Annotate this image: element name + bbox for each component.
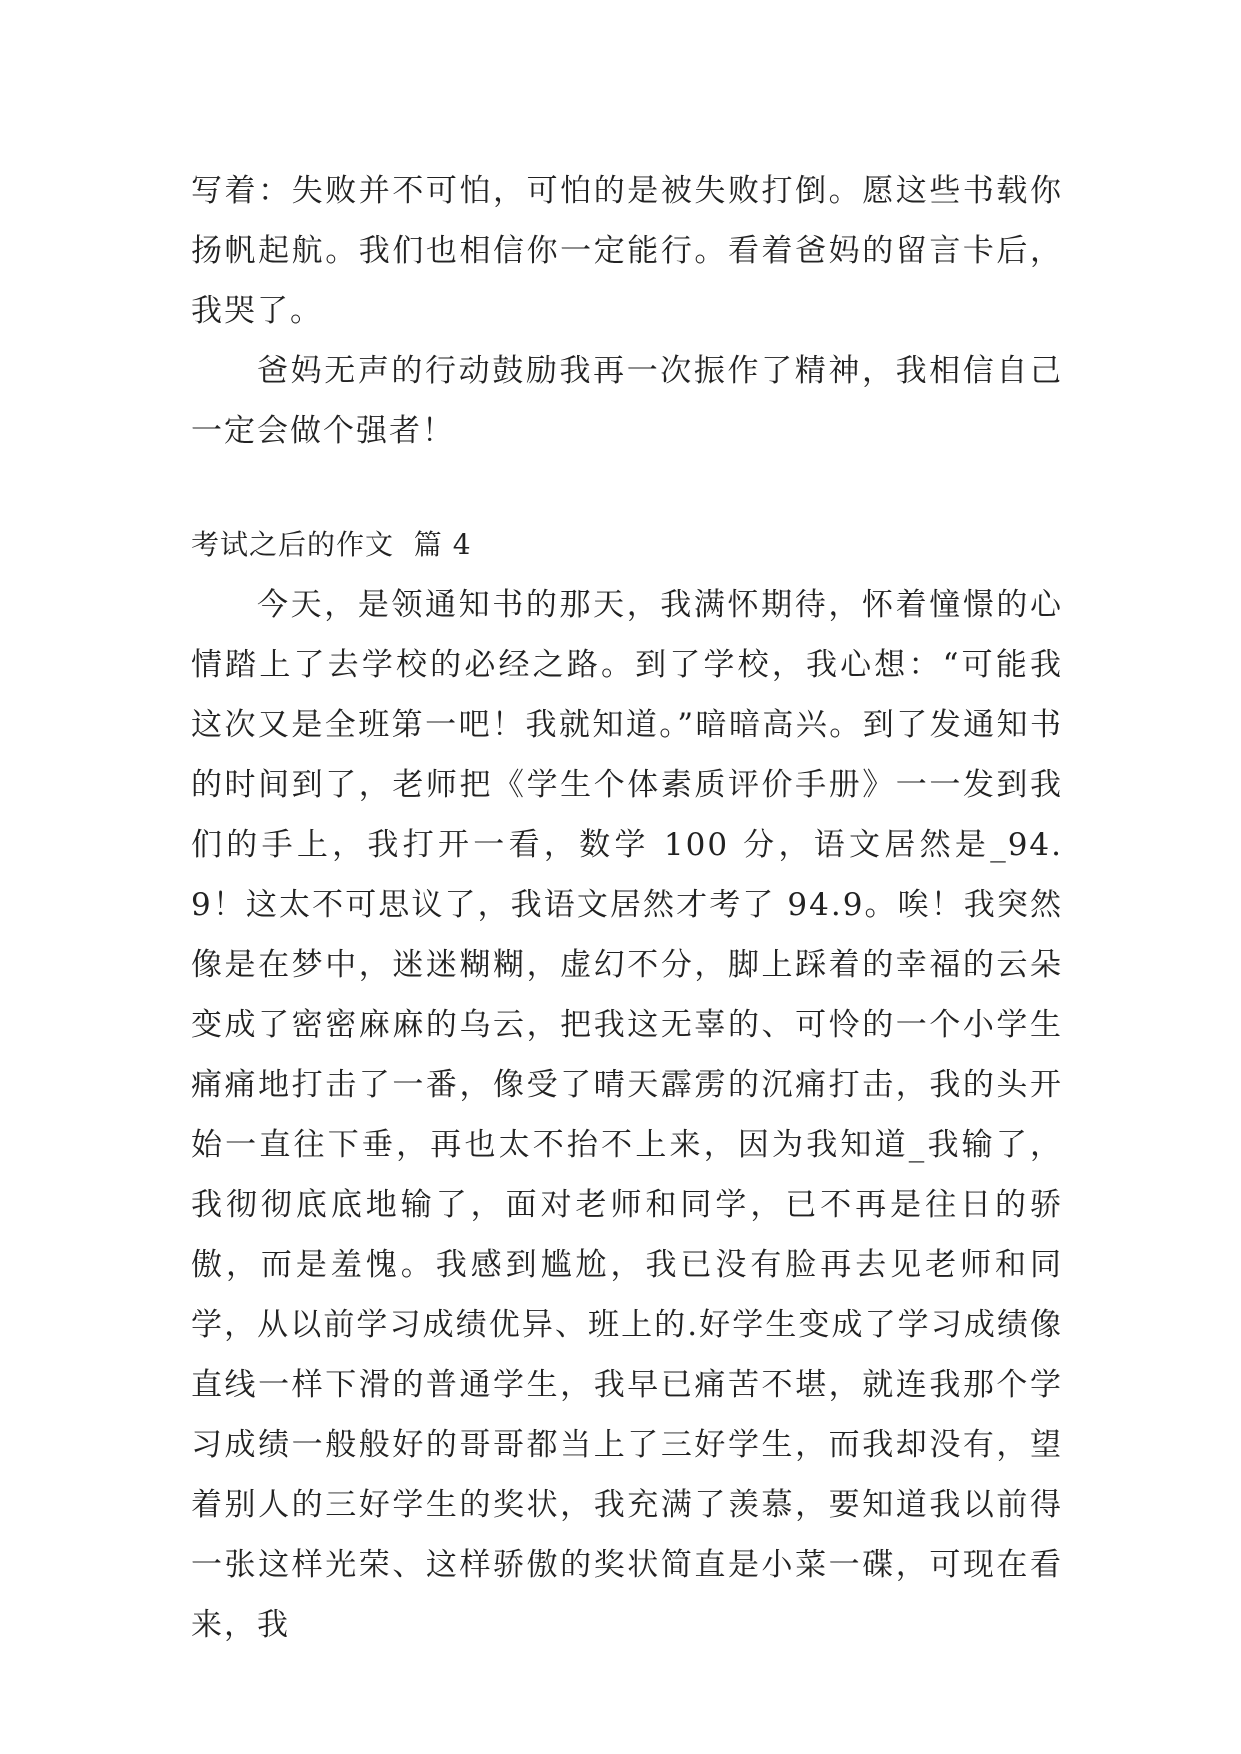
section-spacer	[191, 461, 1063, 515]
document-body	[191, 161, 1063, 1655]
paragraph-continued: 写着：失败并不可怕，可怕的是被失败打倒。愿这些书载你扬帆起航。我们也相信你一定能行。看着爸妈的留言卡后，我哭了。	[191, 173, 1063, 329]
paragraph-encouragement: 爸妈无声的行动鼓励我再一次振作了精神，我相信自己一定会做个强者！	[191, 353, 1063, 449]
paragraph-section-4: 今天，是领通知书的那天，我满怀期待，怀着憧憬的心情踏上了去学校的必经之路。到了学校，我心想：“可能我这次又是全班第一吧！我就知道。”暗暗高兴。到了发通知书的时间到了，老师把《学生个体素质评价手册》一一发到我们的手上，我打开一看，数学 100 分，语文居然是_94.9！这太不可思议了，我语文居然才考了 94.9。唉！我突然像是在梦中，迷迷糊糊，虚幻不分，脚上踩着的幸福的云朵变成了密密麻麻的乌云，把我这无辜的、可怜的一个小学生痛痛地打击了一番，像受了晴天霹雳的沉痛打击，我的头开始一直往下垂，再也太不抬不上来，因为我知道_我输了，我彻彻底底地输了，面对老师和同学，已不再是往日的骄傲，而是羞愧。我感到尴尬，我已没有脸再去见老师和同学，从以前学习成绩优异、班上的.好学生变成了学习成绩像直线一样下滑的普通学生，我早已痛苦不堪，就连我那个学习成绩一般般好的哥哥都当上了三好学生，而我却没有，望着别人的三好学生的奖状，我充满了羡慕，要知道我以前得一张这样光荣、这样骄傲的奖状简直是小菜一碟，可现在看来，我	[191, 587, 1063, 1643]
section-heading: 考试之后的作文 篇 4	[191, 528, 472, 561]
